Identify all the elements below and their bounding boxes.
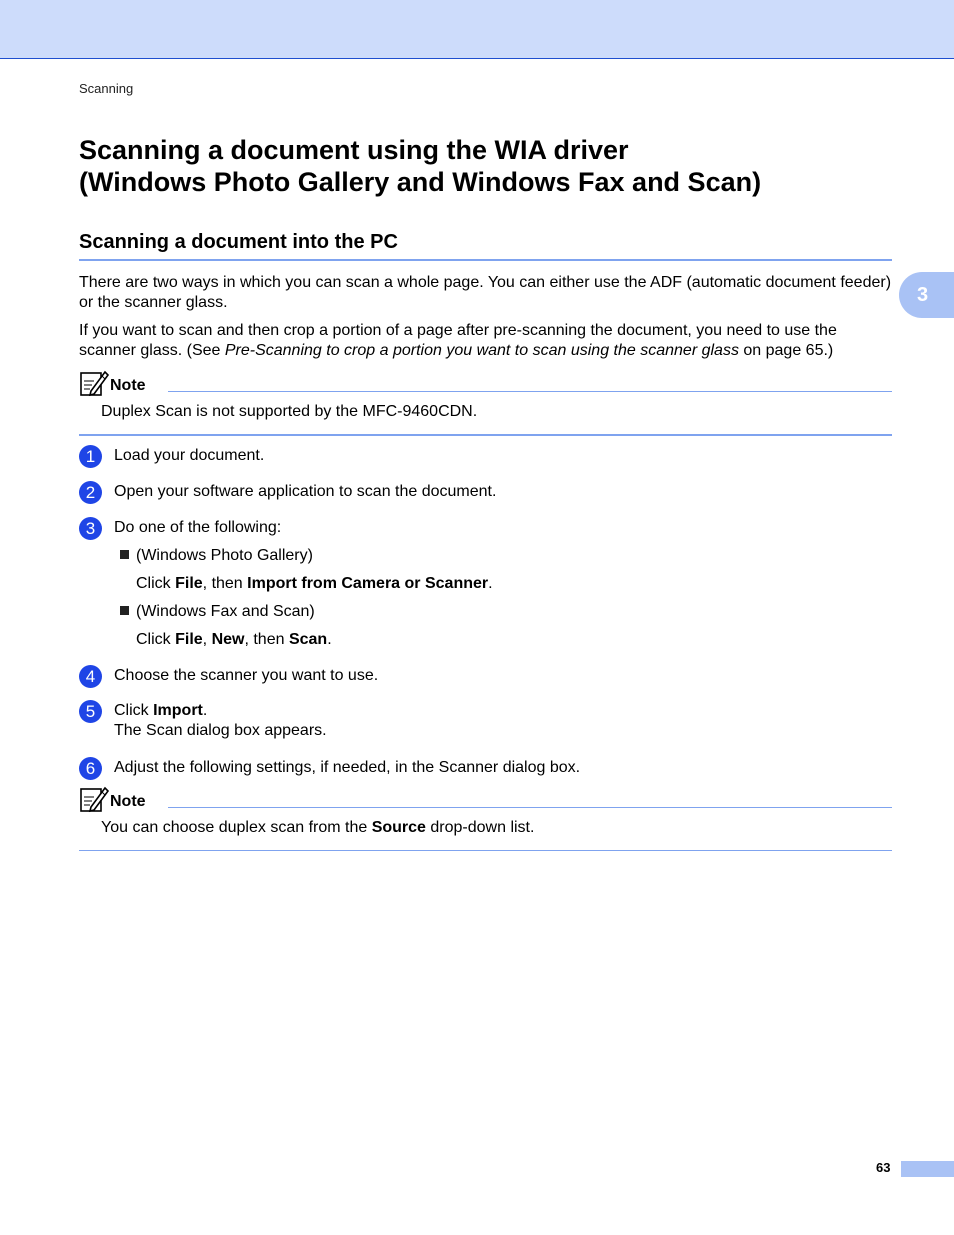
text-fragment: . [488,575,493,592]
text-fragment: Click [114,702,154,719]
menu-import-from-camera: Import from Camera or Scanner [247,575,489,592]
text-fragment: Click [136,575,176,592]
step-text: Open your software application to scan the document. [114,483,497,500]
note-pencil-icon [79,785,109,813]
step-text: Adjust the following settings, if needed, in the Scanner dialog box. [114,759,581,776]
note-text [101,814,892,838]
menu-new: New [211,631,245,648]
note-box-2 [79,790,892,851]
source-label: Source [371,819,426,836]
step-number-2: 2 [79,481,102,504]
text-fragment: . [202,702,208,719]
text-fragment: The Scan dialog box appears. [114,722,327,739]
note-label: Note [110,793,146,810]
step-number-4: 4 [79,665,102,688]
text-fragment: Click [136,631,176,648]
note-bottom-rule [79,422,892,436]
note-pencil-icon [79,369,109,397]
step-4 [79,666,892,686]
step-2 [79,482,892,502]
step-number-5: 5 [79,700,102,723]
step-number-6: 6 [79,757,102,780]
footer-bar [901,1161,954,1177]
text-fragment: , then [244,631,289,648]
note-label: Note [110,377,146,394]
step-text [114,701,892,741]
page-title-line2: (Windows Photo Gallery and Windows Fax and Scan) [79,167,762,197]
crop-paragraph [79,321,892,361]
page-number: 63 [876,1160,891,1175]
section-heading: Scanning a document into the PC [79,229,892,261]
note-bottom-rule [79,838,892,851]
crop-paragraph-a: If you want to scan and then crop a portion of a page after pre-scanning the document, you need to use the scanner glass. (See [79,322,837,359]
step-number-1: 1 [79,445,102,468]
bullet-item [120,602,890,622]
button-import: Import [153,702,203,719]
text-fragment: drop-down list. [425,819,535,836]
running-header: Scanning [79,81,134,96]
note-box-1 [79,374,892,436]
bullet-item [120,546,890,566]
instruction-line [120,574,906,594]
step-6 [79,758,892,778]
menu-scan: Scan [288,631,328,648]
top-band [0,0,954,59]
step-1 [79,446,892,466]
bullet-text: (Windows Photo Gallery) [136,547,313,564]
note-rule [168,807,892,808]
crop-paragraph-b: on page 65.) [738,342,834,359]
step-text: Do one of the following: [114,519,282,536]
page-title-line1: Scanning a document using the WIA driver [79,135,629,165]
chapter-tab: 3 [899,272,954,318]
text-fragment: . [327,631,332,648]
note-text: Duplex Scan is not supported by the MFC-9460CDN. [101,403,478,420]
menu-file: File [175,575,203,592]
text-fragment: , then [202,575,248,592]
step-5 [79,701,892,741]
step-number-3: 3 [79,517,102,540]
step-3 [79,518,892,538]
step-text: Choose the scanner you want to use. [114,667,379,684]
square-bullet-icon [120,550,129,559]
text-fragment: , [202,631,212,648]
cross-reference-link[interactable]: Pre-Scanning to crop a portion you want to scan using the scanner glass [224,342,739,359]
square-bullet-icon [120,606,129,615]
note-rule [168,391,892,392]
intro-paragraph: There are two ways in which you can scan a whole page. You can either use the ADF (automatic document feeder) or the scanner glass. [79,274,892,311]
text-fragment: You can choose duplex scan from the [101,819,372,836]
page-title [79,134,892,198]
step-text: Load your document. [114,447,265,464]
menu-file: File [175,631,203,648]
instruction-line [120,630,906,650]
bullet-text: (Windows Fax and Scan) [136,603,315,620]
